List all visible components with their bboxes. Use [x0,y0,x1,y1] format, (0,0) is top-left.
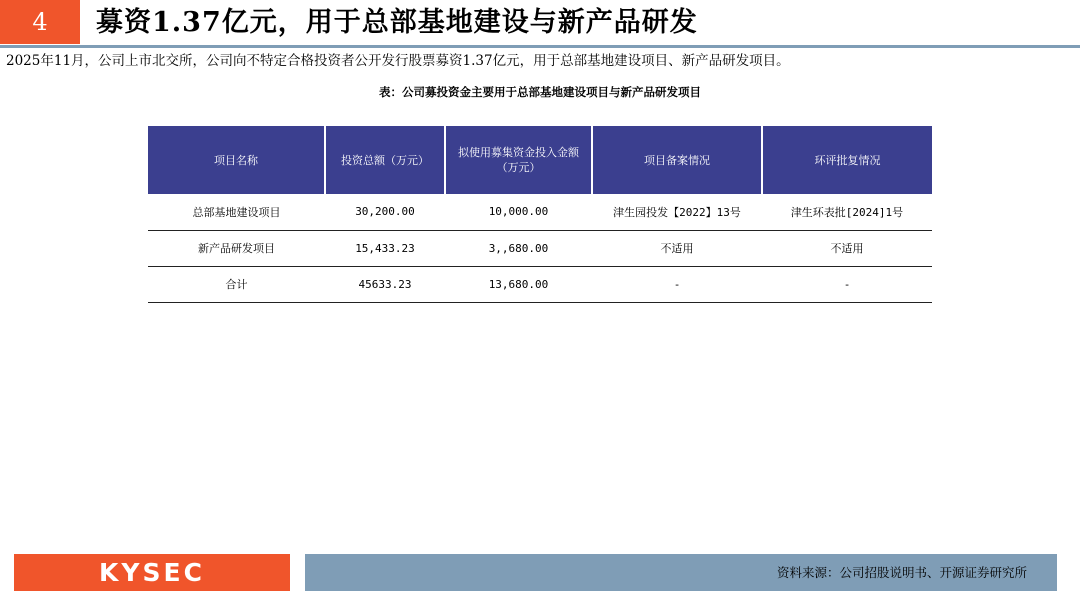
cell-raised-funds: 10,000.00 [445,194,592,230]
footer-source-bar [305,554,1057,591]
cell-project-name: 合计 [148,266,325,302]
column-header-raised-funds: 拟使用募集资金投入金额（万元） [445,126,592,194]
column-header-eia-approval: 环评批复情况 [762,126,932,194]
source-note: 资料来源：公司招股说明书、开源证券研究所 [776,565,1027,580]
kysec-logo [14,554,290,591]
cell-total-investment: 30,200.00 [325,194,445,230]
slide-title: 募资1.37亿元，用于总部基地建设与新产品研发 [96,7,698,38]
cell-total-investment: 15,433.23 [325,230,445,266]
table-total-row [148,266,932,302]
cell-raised-funds: 3,,680.00 [445,230,592,266]
slide-number: 4 [0,0,80,44]
cell-eia-approval: 津生环表批[2024]1号 [762,194,932,230]
cell-raised-funds: 13,680.00 [445,266,592,302]
cell-eia-approval: - [762,266,932,302]
cell-project-name: 总部基地建设项目 [148,194,325,230]
column-header-total-investment: 投资总额（万元） [325,126,445,194]
cell-project-filing: - [592,266,762,302]
table-row [148,194,932,230]
table-header-row [148,126,932,194]
cell-eia-approval: 不适用 [762,230,932,266]
logo-text: KYSEC [99,558,205,587]
column-header-project-filing: 项目备案情况 [592,126,762,194]
cell-project-filing: 不适用 [592,230,762,266]
table-caption: 表：公司募投资金主要用于总部基地建设项目与新产品研发项目 [379,85,701,99]
title-divider [0,45,1080,48]
intro-paragraph: 2025年11月，公司上市北交所，公司向不特定合格投资者公开发行股票募资1.37亿元，用于总部基地建设项目、新产品研发项目。 [6,53,790,69]
column-header-project-name: 项目名称 [148,126,325,194]
cell-project-filing: 津生园投发【2022】13号 [592,194,762,230]
cell-project-name: 新产品研发项目 [148,230,325,266]
cell-total-investment: 45633.23 [325,266,445,302]
table-row [148,230,932,266]
fundraising-projects-table [148,126,932,303]
